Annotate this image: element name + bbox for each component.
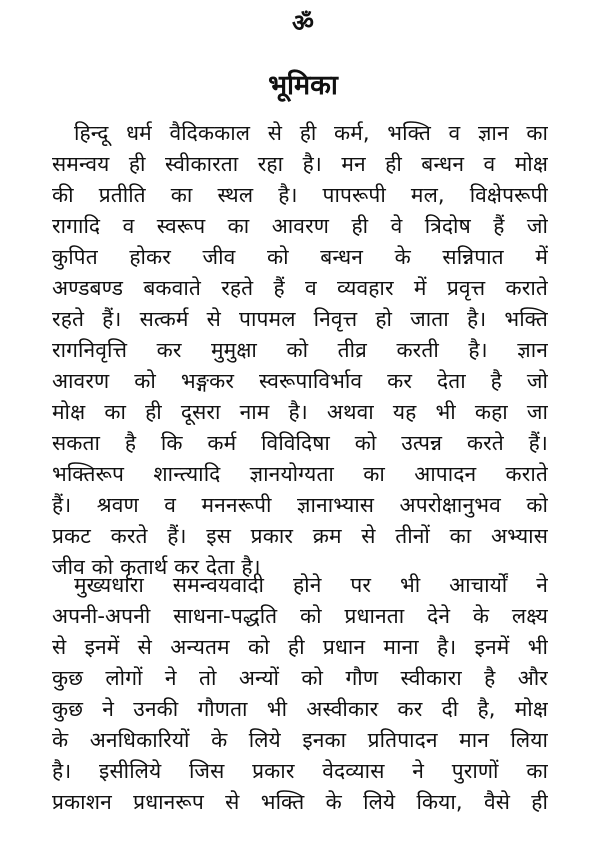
paragraph-line: कुपित होकर जीव को बन्धन के सन्निपात में: [52, 245, 548, 269]
paragraph-line: समन्वय ही स्वीकारता रहा है। मन ही बन्धन व मोक्ष: [52, 152, 548, 176]
paragraph-line: रागनिवृत्ति कर मुमुक्षा को तीव्र करती है। ज्ञान: [52, 338, 548, 362]
paragraph-line: अपनी-अपनी साधना-पद्धति को प्रधानता देने के लक्ष्य: [52, 604, 548, 628]
paragraph-line: प्रकट करते हैं। इस प्रकार क्रम से तीनों का अभ्यास: [52, 524, 548, 548]
paragraph-line: कुछ लोगों ने तो अन्यों को गौण स्वीकारा है और: [52, 666, 548, 690]
paragraph-line: से इनमें से अन्यतम को ही प्रधान माना है। इनमें भी: [52, 635, 548, 659]
paragraph-line: हिन्दू धर्म वैदिककाल से ही कर्म, भक्ति व ज्ञान का: [74, 121, 548, 145]
paragraph-line: भक्तिरूप शान्त्यादि ज्ञानयोग्यता का आपादन कराते: [52, 462, 548, 486]
paragraph-2: [52, 570, 548, 818]
paragraph-line: हैं। श्रवण व मननरूपी ज्ञानाभ्यास अपरोक्षानुभव को: [52, 493, 548, 517]
paragraph-line: अण्डबण्ड बकवाते रहते हैं व व्यवहार में प्रवृत्त कराते: [52, 276, 548, 300]
paragraph-line: आवरण को भङ्गकर स्वरूपाविर्भाव कर देता है जो: [52, 369, 548, 393]
paragraph-line: प्रकाशन प्रधानरूप से भक्ति के लिये किया, वैसे ही: [52, 790, 548, 814]
paragraph-1: [52, 118, 548, 583]
paragraph-line: रहते हैं। सत्कर्म से पापमल निवृत्त हो जाता है। भक्ति: [52, 307, 548, 331]
paragraph-line: मुख्यधारा समन्वयवादी होने पर भी आचार्यों ने: [74, 573, 548, 597]
om-symbol: ॐ: [292, 9, 314, 37]
paragraph-line: कुछ ने उनकी गौणता भी अस्वीकार कर दी है, मोक्ष: [52, 697, 548, 721]
paragraph-line: रागादि व स्वरूप का आवरण ही वे त्रिदोष हैं जो: [52, 214, 548, 238]
paragraph-line: जीव को कृतार्थ कर देता है।: [52, 555, 261, 579]
paragraph-line: मोक्ष का ही दूसरा नाम है। अथवा यह भी कहा जा: [52, 400, 548, 424]
paragraph-line: की प्रतीति का स्थल है। पापरूपी मल, विक्षेपरूपी: [52, 183, 548, 207]
paragraph-line: के अनधिकारियों के लिये इनका प्रतिपादन मान लिया: [52, 728, 548, 752]
paragraph-line: सकता है कि कर्म विविदिषा को उत्पन्न करते हैं।: [52, 431, 548, 455]
page-title: भूमिका: [268, 70, 338, 101]
paragraph-line: है। इसीलिये जिस प्रकार वेदव्यास ने पुराणों का: [52, 759, 548, 783]
